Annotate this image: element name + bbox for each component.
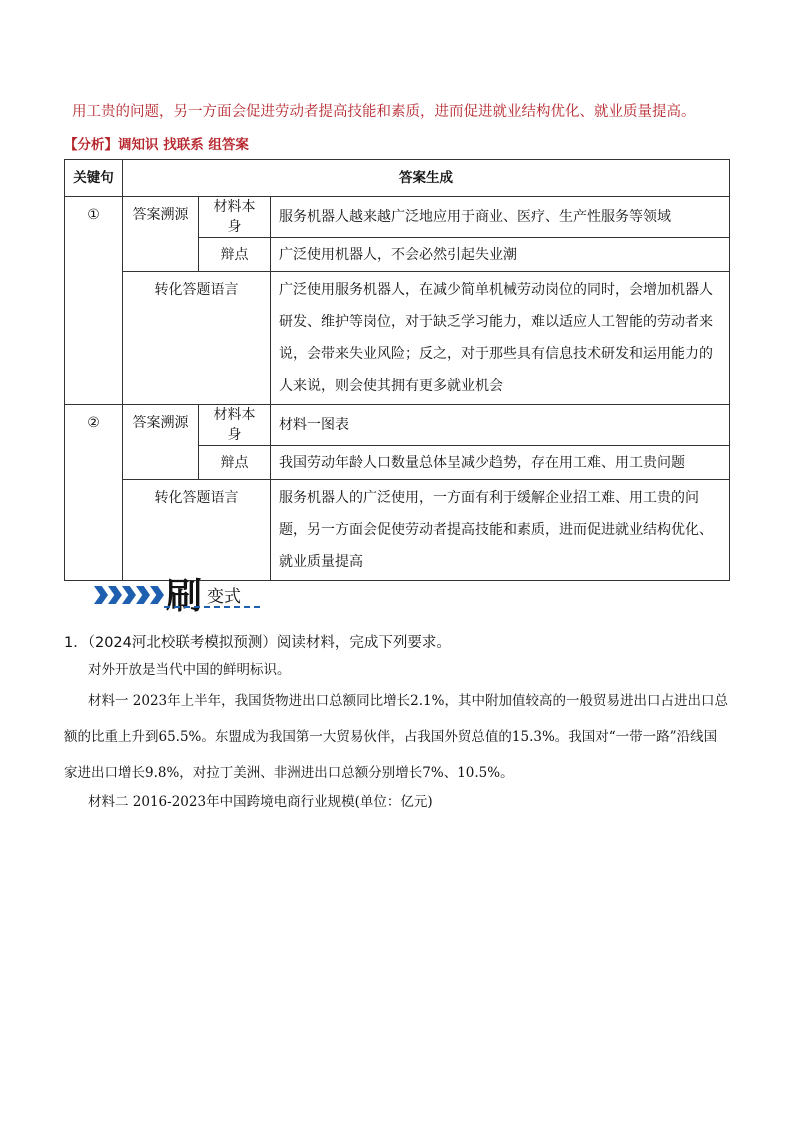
table-header-row — [65, 160, 730, 197]
material-two: 材料二 2016-2023年中国跨境电商行业规模(单位：亿元) — [88, 794, 433, 810]
row1-material: 服务机器人越来越广泛地应用于商业、医疗、生产性服务等领域 — [271, 197, 730, 238]
row1-convert-label: 转化答题语言 — [123, 272, 271, 405]
row2-convert: 服务机器人的广泛使用，一方面有利于缓解企业招工难、用工贵的问题，另一方面会促使劳动者提高技能和素质，进而促进就业结构优化、就业质量提高 — [271, 480, 730, 581]
table-row — [65, 272, 730, 405]
row1-material-label: 材料本身 — [199, 197, 271, 238]
table-row — [65, 405, 730, 446]
row2-point-label: 辩点 — [199, 446, 271, 480]
table-row — [65, 197, 730, 238]
row2-source-label: 答案溯源 — [123, 405, 199, 480]
row1-source-label: 答案溯源 — [123, 197, 199, 272]
table-row — [65, 480, 730, 581]
material-one: 材料一 2023年上半年，我国货物进出口总额同比增长2.1%，其中附加值较高的一般贸易进出口占进出口总额的比重上升到65.5%。东盟成为我国第一大贸易伙伴，占我国外贸总值的15.3%。我国对“一带一路”沿线国家进出口增长9.8%，对拉丁美洲、非洲进出口总额分别增长7%、10.5%。 — [64, 693, 728, 781]
row2-point: 我国劳动年龄人口数量总体呈减少趋势，存在用工难、用工贵问题 — [271, 446, 730, 480]
brush-character: 刷 — [166, 575, 203, 617]
row2-number: ② — [65, 405, 123, 581]
row1-point: 广泛使用机器人，不会必然引起失业潮 — [271, 238, 730, 272]
answer-table — [64, 159, 730, 581]
row1-convert: 广泛使用服务机器人，在减少简单机械劳动岗位的同时，会增加机器人研发、维护等岗位，对于缺乏学习能力，难以适应人工智能的劳动者来说，会带来失业风险；反之，对于那些具有信息技术研发和运用能力的人来说，则会使其拥有更多就业机会 — [271, 272, 730, 405]
header-key-sentence: 关键句 — [65, 160, 123, 197]
row2-material: 材料一图表 — [271, 405, 730, 446]
section-banner — [94, 568, 274, 617]
chevron-arrows-icon — [94, 586, 164, 604]
analysis-label: 【分析】调知识 找联系 组答案 — [64, 137, 249, 153]
row1-point-label: 辩点 — [199, 238, 271, 272]
banner-dashed-underline — [164, 606, 260, 608]
material-intro: 对外开放是当代中国的鲜明标识。 — [88, 662, 291, 678]
question-stem: 1．（2024河北校联考模拟预测）阅读材料，完成下列要求。 — [64, 635, 451, 651]
row1-number: ① — [65, 197, 123, 405]
continued-answer-line: 用工贵的问题，另一方面会促进劳动者提高技能和素质，进而促进就业结构优化、就业质量提高。 — [72, 104, 696, 120]
row2-convert-label: 转化答题语言 — [123, 480, 271, 581]
banner-title: 变式 — [207, 587, 241, 607]
row2-material-label: 材料本身 — [199, 405, 271, 446]
header-answer: 答案生成 — [123, 160, 730, 197]
